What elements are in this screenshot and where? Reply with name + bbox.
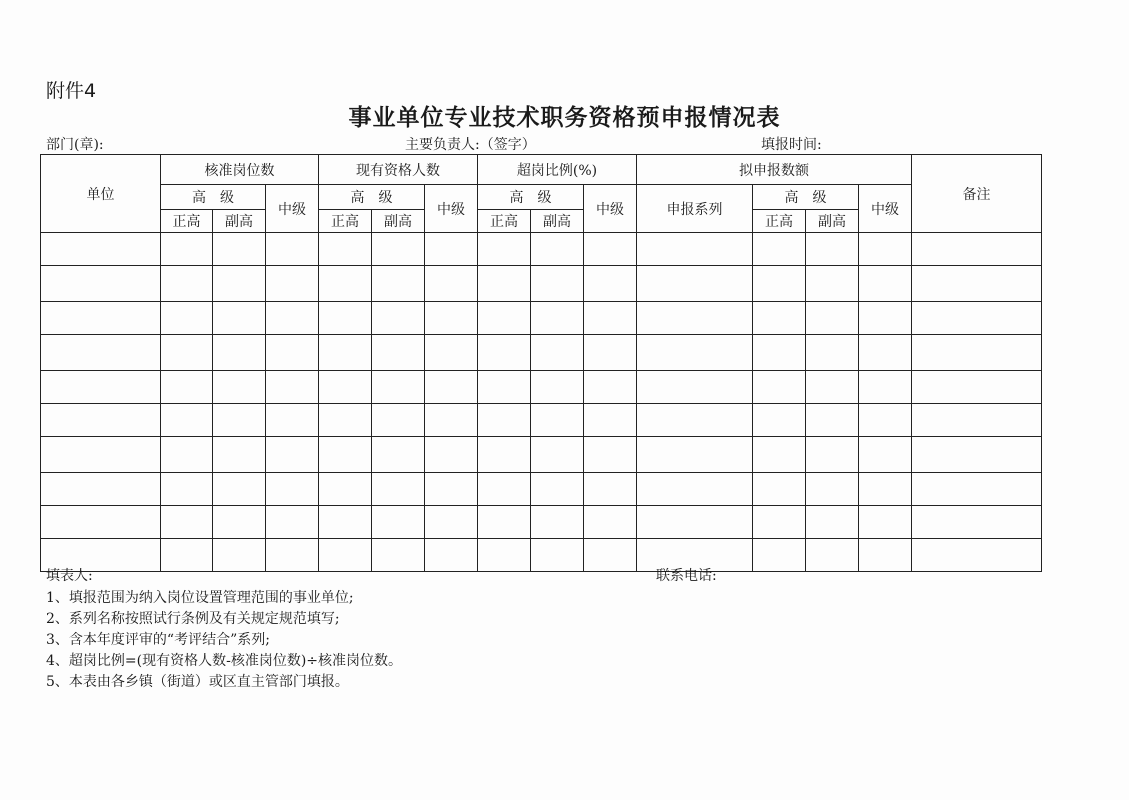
current-senior-header: 高 级	[319, 185, 425, 210]
current-intermediate-header: 中级	[425, 185, 478, 233]
blank-cell	[425, 233, 478, 266]
blank-cell	[637, 437, 753, 473]
blank-cell	[531, 302, 584, 335]
blank-cell	[372, 539, 425, 572]
approved-senior-header: 高 级	[161, 185, 266, 210]
blank-cell	[584, 266, 637, 302]
table-row	[41, 437, 1042, 473]
blank-cell	[478, 371, 531, 404]
blank-cell	[637, 371, 753, 404]
current-full-senior-header: 正高	[319, 210, 372, 233]
blank-cell	[372, 335, 425, 371]
blank-cell	[425, 371, 478, 404]
blank-cell	[266, 506, 319, 539]
table-row	[41, 302, 1042, 335]
planned-intermediate-header: 中级	[859, 185, 912, 233]
fill-date-label: 填报时间:	[761, 137, 822, 153]
blank-cell	[319, 404, 372, 437]
blank-cell	[372, 233, 425, 266]
approved-deputy-senior-header: 副高	[213, 210, 266, 233]
blank-cell	[319, 371, 372, 404]
blank-cell	[266, 539, 319, 572]
blank-cell	[806, 371, 859, 404]
blank-cell	[266, 302, 319, 335]
blank-cell	[425, 539, 478, 572]
blank-cell	[161, 371, 213, 404]
blank-cell	[859, 539, 912, 572]
blank-cell	[637, 335, 753, 371]
blank-cell	[319, 506, 372, 539]
current-deputy-senior-header: 副高	[372, 210, 425, 233]
blank-cell	[806, 302, 859, 335]
blank-cell	[806, 233, 859, 266]
blank-cell	[41, 437, 161, 473]
blank-cell	[806, 539, 859, 572]
table-body	[41, 233, 1042, 572]
blank-cell	[213, 302, 266, 335]
blank-cell	[41, 506, 161, 539]
approved-posts-header: 核准岗位数	[161, 155, 319, 185]
blank-cell	[478, 233, 531, 266]
blank-cell	[213, 539, 266, 572]
planned-senior-header: 高 级	[753, 185, 859, 210]
blank-cell	[161, 437, 213, 473]
blank-cell	[859, 506, 912, 539]
approved-full-senior-header: 正高	[161, 210, 213, 233]
blank-cell	[531, 404, 584, 437]
blank-cell	[859, 371, 912, 404]
attachment-label: 附件4	[46, 80, 97, 102]
blank-cell	[912, 437, 1042, 473]
blank-cell	[806, 335, 859, 371]
blank-cell	[425, 335, 478, 371]
blank-cell	[161, 404, 213, 437]
blank-cell	[637, 233, 753, 266]
blank-cell	[478, 437, 531, 473]
table-row	[41, 233, 1042, 266]
blank-cell	[41, 335, 161, 371]
excess-senior-header: 高 级	[478, 185, 584, 210]
blank-cell	[41, 404, 161, 437]
blank-cell	[41, 473, 161, 506]
blank-cell	[753, 233, 806, 266]
current-qualified-header: 现有资格人数	[319, 155, 478, 185]
blank-cell	[753, 437, 806, 473]
blank-cell	[372, 473, 425, 506]
blank-cell	[372, 302, 425, 335]
blank-cell	[584, 473, 637, 506]
blank-cell	[531, 266, 584, 302]
blank-cell	[161, 335, 213, 371]
blank-cell	[753, 539, 806, 572]
blank-cell	[912, 335, 1042, 371]
planned-deputy-senior-header: 副高	[806, 210, 859, 233]
blank-cell	[806, 506, 859, 539]
planned-full-senior-header: 正高	[753, 210, 806, 233]
blank-cell	[213, 473, 266, 506]
blank-cell	[319, 473, 372, 506]
blank-cell	[266, 233, 319, 266]
blank-cell	[531, 371, 584, 404]
blank-cell	[912, 371, 1042, 404]
blank-cell	[372, 404, 425, 437]
blank-cell	[319, 437, 372, 473]
blank-cell	[912, 233, 1042, 266]
blank-cell	[584, 506, 637, 539]
blank-cell	[319, 233, 372, 266]
series-header: 申报系列	[637, 185, 753, 233]
blank-cell	[161, 302, 213, 335]
report-table	[40, 154, 1042, 572]
blank-cell	[859, 302, 912, 335]
page-title: 事业单位专业技术职务资格预申报情况表	[348, 104, 781, 131]
blank-cell	[425, 437, 478, 473]
blank-cell	[753, 473, 806, 506]
blank-cell	[41, 266, 161, 302]
note-item: 1、填报范围为纳入岗位设置管理范围的事业单位;	[46, 590, 354, 606]
blank-cell	[266, 473, 319, 506]
blank-cell	[584, 233, 637, 266]
blank-cell	[266, 335, 319, 371]
table-row	[41, 473, 1042, 506]
blank-cell	[478, 473, 531, 506]
blank-cell	[753, 302, 806, 335]
blank-cell	[584, 335, 637, 371]
table-row	[41, 539, 1042, 572]
blank-cell	[584, 437, 637, 473]
blank-cell	[41, 302, 161, 335]
blank-cell	[319, 302, 372, 335]
table-row	[41, 266, 1042, 302]
blank-cell	[41, 371, 161, 404]
blank-cell	[531, 437, 584, 473]
blank-cell	[753, 335, 806, 371]
table-row	[41, 371, 1042, 404]
excess-full-senior-header: 正高	[478, 210, 531, 233]
header-row-1	[41, 155, 1042, 185]
blank-cell	[753, 266, 806, 302]
blank-cell	[859, 404, 912, 437]
blank-cell	[478, 335, 531, 371]
blank-cell	[912, 539, 1042, 572]
department-label: 部门(章):	[46, 137, 104, 153]
blank-cell	[912, 473, 1042, 506]
blank-cell	[478, 404, 531, 437]
blank-cell	[266, 404, 319, 437]
blank-cell	[637, 302, 753, 335]
blank-cell	[213, 506, 266, 539]
blank-cell	[372, 371, 425, 404]
blank-cell	[806, 473, 859, 506]
blank-cell	[912, 404, 1042, 437]
blank-cell	[213, 437, 266, 473]
blank-cell	[372, 266, 425, 302]
blank-cell	[753, 506, 806, 539]
blank-cell	[266, 437, 319, 473]
blank-cell	[637, 404, 753, 437]
note-item: 3、含本年度评审的“考评结合”系列;	[46, 632, 270, 648]
phone-label: 联系电话:	[656, 568, 717, 584]
blank-cell	[161, 473, 213, 506]
blank-cell	[161, 506, 213, 539]
blank-cell	[372, 506, 425, 539]
blank-cell	[859, 266, 912, 302]
table-row	[41, 404, 1042, 437]
table-row	[41, 335, 1042, 371]
blank-cell	[425, 404, 478, 437]
blank-cell	[912, 506, 1042, 539]
blank-cell	[213, 404, 266, 437]
blank-cell	[806, 266, 859, 302]
blank-cell	[806, 404, 859, 437]
blank-cell	[213, 335, 266, 371]
blank-cell	[584, 302, 637, 335]
blank-cell	[584, 371, 637, 404]
approved-intermediate-header: 中级	[266, 185, 319, 233]
blank-cell	[161, 266, 213, 302]
blank-cell	[425, 506, 478, 539]
blank-cell	[478, 539, 531, 572]
notes	[46, 588, 402, 693]
blank-cell	[531, 335, 584, 371]
blank-cell	[531, 233, 584, 266]
unit-header: 单位	[41, 155, 161, 233]
blank-cell	[584, 539, 637, 572]
filler-label: 填表人:	[46, 568, 93, 584]
blank-cell	[478, 266, 531, 302]
leader-signature-label: 主要负责人:（签字）	[405, 137, 536, 153]
blank-cell	[425, 473, 478, 506]
excess-deputy-senior-header: 副高	[531, 210, 584, 233]
note-item: 2、系列名称按照试行条例及有关规定规范填写;	[46, 611, 340, 627]
excess-intermediate-header: 中级	[584, 185, 637, 233]
blank-cell	[584, 404, 637, 437]
blank-cell	[266, 266, 319, 302]
blank-cell	[213, 266, 266, 302]
blank-cell	[531, 539, 584, 572]
table-row	[41, 506, 1042, 539]
blank-cell	[637, 506, 753, 539]
blank-cell	[319, 335, 372, 371]
blank-cell	[531, 506, 584, 539]
blank-cell	[372, 437, 425, 473]
planned-application-header: 拟申报数额	[637, 155, 912, 185]
note-item: 4、超岗比例=(现有资格人数-核准岗位数)÷核准岗位数。	[46, 653, 403, 669]
blank-cell	[478, 302, 531, 335]
blank-cell	[319, 539, 372, 572]
blank-cell	[859, 473, 912, 506]
blank-cell	[859, 437, 912, 473]
header-row-2	[41, 185, 1042, 210]
blank-cell	[161, 539, 213, 572]
blank-cell	[531, 473, 584, 506]
blank-cell	[213, 233, 266, 266]
blank-cell	[859, 233, 912, 266]
blank-cell	[912, 266, 1042, 302]
blank-cell	[912, 302, 1042, 335]
note-item: 5、本表由各乡镇（街道）或区直主管部门填报。	[46, 674, 349, 690]
blank-cell	[753, 371, 806, 404]
blank-cell	[425, 266, 478, 302]
blank-cell	[806, 437, 859, 473]
blank-cell	[637, 266, 753, 302]
blank-cell	[478, 506, 531, 539]
blank-cell	[753, 404, 806, 437]
blank-cell	[859, 335, 912, 371]
blank-cell	[319, 266, 372, 302]
remarks-header: 备注	[912, 155, 1042, 233]
blank-cell	[425, 302, 478, 335]
blank-cell	[213, 371, 266, 404]
excess-ratio-header: 超岗比例(%)	[478, 155, 637, 185]
blank-cell	[266, 371, 319, 404]
blank-cell	[161, 233, 213, 266]
blank-cell	[637, 473, 753, 506]
blank-cell	[41, 233, 161, 266]
